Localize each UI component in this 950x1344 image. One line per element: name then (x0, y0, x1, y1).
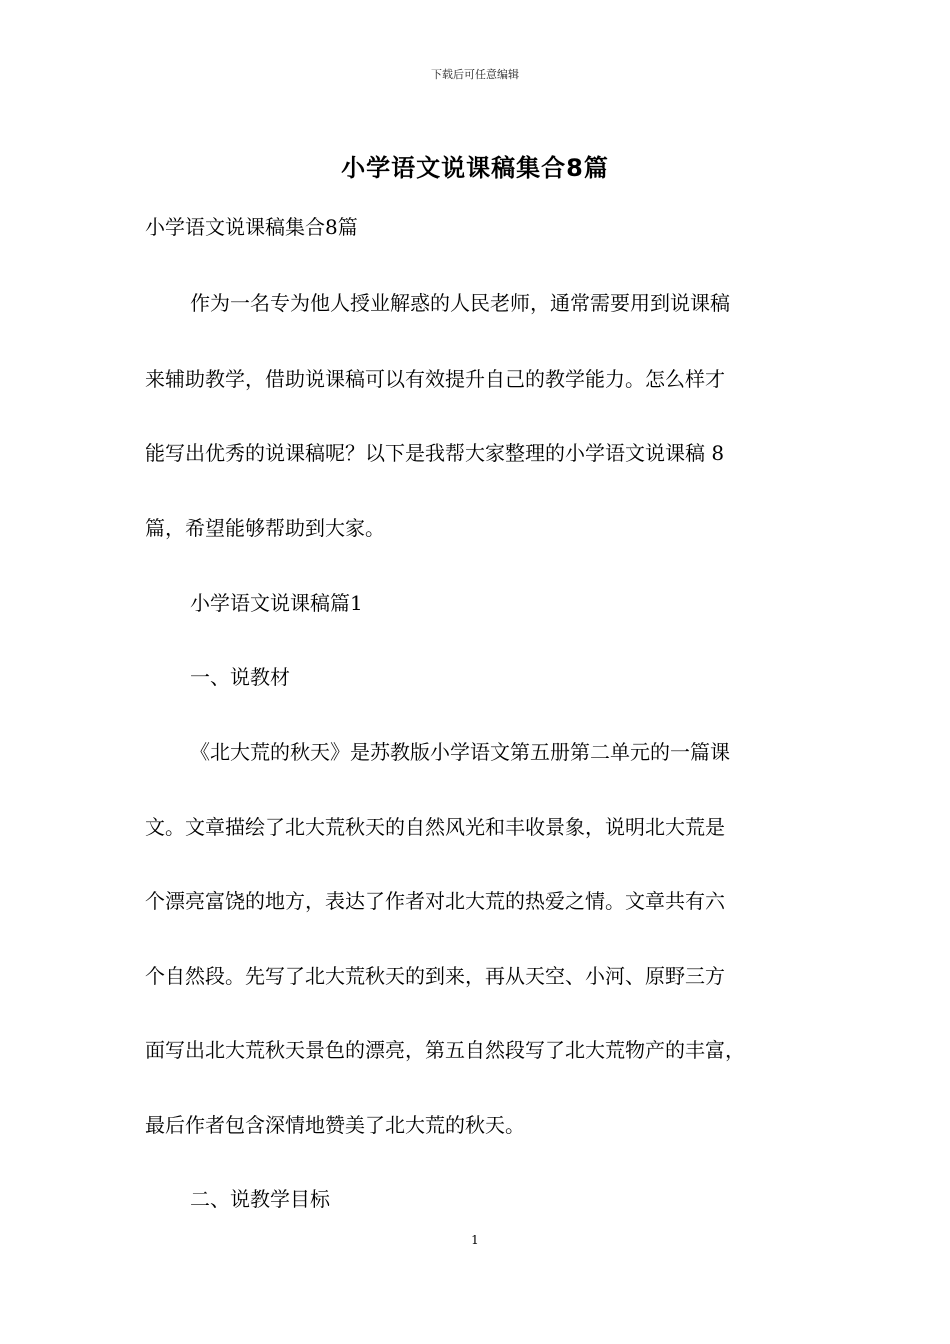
paragraph-line: 个自然段。先写了北大荒秋天的到来，再从天空、小河、原野三方 (145, 964, 725, 988)
paragraph-line: 能写出优秀的说课稿呢？以下是我帮大家整理的小学语文说课稿 8 (145, 441, 725, 465)
paragraph-line: 《北大荒的秋天》是苏教版小学语文第五册第二单元的一篇课 (190, 740, 730, 764)
document-title: 小学语文说课稿集合8篇 (341, 154, 609, 182)
section-heading: 小学语文说课稿篇1 (190, 591, 363, 615)
section-heading: 一、说教材 (190, 665, 290, 689)
subtitle-line: 小学语文说课稿集合8篇 (145, 215, 358, 239)
paragraph-line: 作为一名专为他人授业解惑的人民老师，通常需要用到说课稿 (190, 291, 730, 315)
page-number: 1 (471, 1233, 479, 1247)
paragraph-line: 来辅助教学，借助说课稿可以有效提升自己的教学能力。怎么样才 (145, 367, 725, 391)
paragraph-line: 个漂亮富饶的地方，表达了作者对北大荒的热爱之情。文章共有六 (145, 889, 725, 913)
section-heading: 二、说教学目标 (190, 1187, 330, 1211)
paragraph-line: 篇，希望能够帮助到大家。 (145, 516, 385, 540)
paragraph-line: 最后作者包含深情地赞美了北大荒的秋天。 (145, 1113, 525, 1137)
paragraph-line: 文。文章描绘了北大荒秋天的自然风光和丰收景象，说明北大荒是 (145, 815, 725, 839)
paragraph-line: 面写出北大荒秋天景色的漂亮，第五自然段写了北大荒物产的丰富， (145, 1038, 745, 1062)
header-note: 下载后可任意编辑 (431, 68, 519, 81)
